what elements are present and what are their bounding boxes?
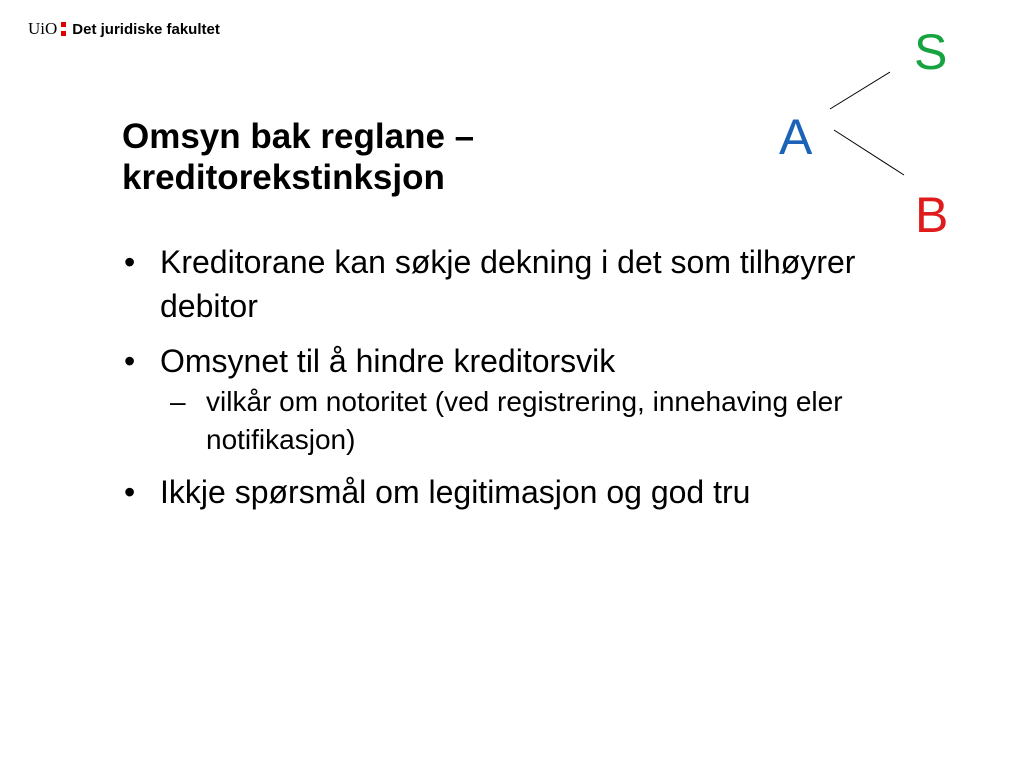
slide-title-line-1: Omsyn bak reglane –	[122, 117, 475, 156]
logo-colon-icon	[61, 21, 66, 37]
bullet-text: Kreditorane kan søkje dekning i det som tilhøyrer debitor	[160, 244, 856, 324]
sub-bullet-mark: –	[170, 386, 186, 417]
node-s: S	[914, 24, 948, 80]
bullet-mark: •	[124, 244, 136, 280]
logo-uio-text: UiO	[28, 19, 58, 38]
uio-logo	[28, 18, 220, 40]
bullet-text: Ikkje spørsmål om legitimasjon og god tru	[160, 474, 751, 510]
sub-bullet-list	[160, 383, 922, 459]
bullet-text: Omsynet til å hindre kreditorsvik	[160, 343, 616, 379]
bullet-mark: •	[124, 343, 136, 379]
line-a-to-s	[830, 72, 890, 109]
bullet-item	[122, 470, 922, 514]
slide-title-line-2: kreditorekstinksjon	[122, 158, 445, 197]
line-a-to-b	[834, 130, 904, 175]
sub-bullet-text: vilkår om notoritet (ved registrering, innehaving eler notifikasjon)	[206, 386, 843, 455]
bullet-item	[122, 240, 922, 328]
bullet-list	[122, 240, 922, 525]
slide-title	[122, 116, 682, 198]
faculty-name: Det juridiske fakultet	[72, 20, 220, 38]
sub-bullet-item	[160, 383, 922, 459]
bullet-mark: •	[124, 474, 136, 510]
bullet-item	[122, 339, 922, 459]
party-diagram	[760, 20, 980, 250]
node-b: B	[915, 187, 949, 243]
node-a: A	[779, 109, 813, 165]
